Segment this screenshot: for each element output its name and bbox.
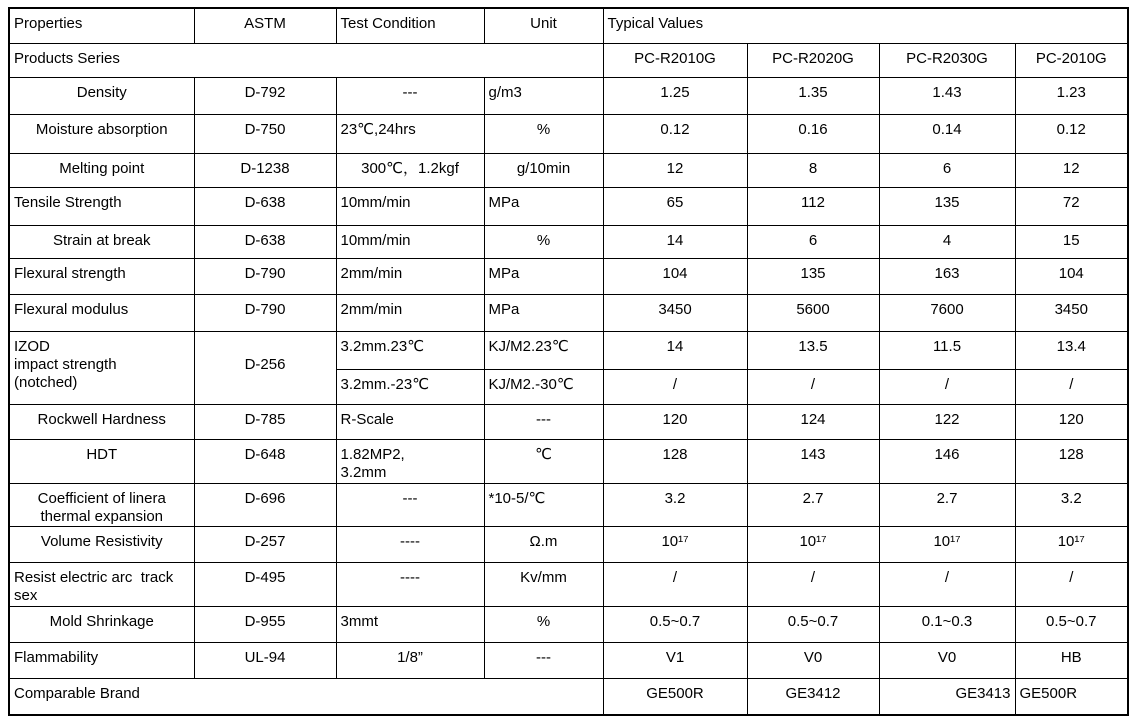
- mold-shrinkage-condition: 3mmt: [336, 606, 484, 642]
- mold-shrinkage-property: Mold Shrinkage: [9, 606, 194, 642]
- row-melting: [9, 153, 1128, 187]
- flex-strength-v4: 104: [1015, 258, 1128, 294]
- melting-astm: D-1238: [194, 153, 336, 187]
- row-mold-shrinkage: [9, 606, 1128, 642]
- clte-astm: D-696: [194, 483, 336, 526]
- volume-res-v1: 10¹⁷: [603, 526, 747, 562]
- izod-sub2-v3: /: [879, 369, 1015, 404]
- strain-v1: 14: [603, 225, 747, 258]
- tensile-v2: 112: [747, 187, 879, 225]
- flex-modulus-astm: D-790: [194, 294, 336, 331]
- row-strain: [9, 225, 1128, 258]
- tensile-v3: 135: [879, 187, 1015, 225]
- melting-v4: 12: [1015, 153, 1128, 187]
- header-row: [9, 8, 1128, 43]
- flammability-v1: V1: [603, 642, 747, 678]
- hdt-v2: 143: [747, 439, 879, 483]
- melting-condition: 300℃，1.2kgf: [336, 153, 484, 187]
- row-flammability: [9, 642, 1128, 678]
- row-rockwell: [9, 404, 1128, 439]
- hdt-property: HDT: [9, 439, 194, 483]
- hdt-condition: [336, 439, 484, 483]
- flex-modulus-property: Flexural modulus: [9, 294, 194, 331]
- products-series-label: Products Series: [9, 43, 603, 77]
- melting-v3: 6: [879, 153, 1015, 187]
- clte-v1: 3.2: [603, 483, 747, 526]
- products-series-row: [9, 43, 1128, 77]
- arc-resist-unit: Kv/mm: [484, 562, 603, 606]
- clte-v2: 2.7: [747, 483, 879, 526]
- flammability-v3: V0: [879, 642, 1015, 678]
- volume-res-v4: 10¹⁷: [1015, 526, 1128, 562]
- melting-v2: 8: [747, 153, 879, 187]
- row-flex-modulus: [9, 294, 1128, 331]
- flex-strength-v1: 104: [603, 258, 747, 294]
- hdt-v3: 146: [879, 439, 1015, 483]
- flex-modulus-v2: 5600: [747, 294, 879, 331]
- izod-sub1-unit: KJ/M2.23℃: [484, 331, 603, 369]
- density-property: Density: [9, 77, 194, 114]
- izod-sub1-v4: 13.4: [1015, 331, 1128, 369]
- arc-resist-v3: /: [879, 562, 1015, 606]
- arc-resist-v2: /: [747, 562, 879, 606]
- row-arc-resist: [9, 562, 1128, 606]
- izod-sub1-v2: 13.5: [747, 331, 879, 369]
- mold-shrinkage-unit: %: [484, 606, 603, 642]
- comparable-brand-label: Comparable Brand: [9, 678, 603, 715]
- flammability-v4: HB: [1015, 642, 1128, 678]
- strain-condition: 10mm/min: [336, 225, 484, 258]
- rockwell-v1: 120: [603, 404, 747, 439]
- clte-unit: *10-5/℃: [484, 483, 603, 526]
- product-pc-r2020g: PC-R2020G: [747, 43, 879, 77]
- izod-sub2-v4: /: [1015, 369, 1128, 404]
- arc-resist-property: [9, 562, 194, 606]
- flex-strength-v3: 163: [879, 258, 1015, 294]
- moisture-v4: 0.12: [1015, 114, 1128, 153]
- clte-v3: 2.7: [879, 483, 1015, 526]
- izod-sub1-condition: 3.2mm.23℃: [336, 331, 484, 369]
- row-clte: [9, 483, 1128, 526]
- hdt-v4: 128: [1015, 439, 1128, 483]
- strain-unit: %: [484, 225, 603, 258]
- mold-shrinkage-astm: D-955: [194, 606, 336, 642]
- izod-property-line2: impact strength: [14, 355, 117, 373]
- flammability-v2: V0: [747, 642, 879, 678]
- mold-shrinkage-v1: 0.5~0.7: [603, 606, 747, 642]
- arc-resist-condition: ----: [336, 562, 484, 606]
- density-v1: 1.25: [603, 77, 747, 114]
- izod-property-line3: (notched): [14, 373, 78, 391]
- row-hdt: [9, 439, 1128, 483]
- flammability-condition: 1/8”: [336, 642, 484, 678]
- volume-res-astm: D-257: [194, 526, 336, 562]
- melting-unit: g/10min: [484, 153, 603, 187]
- density-astm: D-792: [194, 77, 336, 114]
- density-condition: ---: [336, 77, 484, 114]
- flex-modulus-unit: MPa: [484, 294, 603, 331]
- flex-modulus-v1: 3450: [603, 294, 747, 331]
- mold-shrinkage-v3: 0.1~0.3: [879, 606, 1015, 642]
- density-v3: 1.43: [879, 77, 1015, 114]
- comparable-brand-v1: GE500R: [603, 678, 747, 715]
- volume-res-property: Volume Resistivity: [9, 526, 194, 562]
- row-izod-1: [9, 331, 1128, 369]
- comparable-brand-v4: GE500R: [1015, 678, 1128, 715]
- moisture-astm: D-750: [194, 114, 336, 153]
- moisture-v3: 0.14: [879, 114, 1015, 153]
- arc-resist-v4: /: [1015, 562, 1128, 606]
- arc-resist-property-line2: sex: [14, 586, 38, 604]
- hdt-v1: 128: [603, 439, 747, 483]
- izod-sub1-v1: 14: [603, 331, 747, 369]
- mold-shrinkage-v2: 0.5~0.7: [747, 606, 879, 642]
- rockwell-v3: 122: [879, 404, 1015, 439]
- clte-v4: 3.2: [1015, 483, 1128, 526]
- flex-strength-property: Flexural strength: [9, 258, 194, 294]
- rockwell-v2: 124: [747, 404, 879, 439]
- flammability-astm: UL-94: [194, 642, 336, 678]
- hdt-unit: ℃: [484, 439, 603, 483]
- strain-v4: 15: [1015, 225, 1128, 258]
- clte-property-line1: Coefficient of linera: [37, 489, 166, 507]
- strain-property: Strain at break: [9, 225, 194, 258]
- flex-modulus-condition: 2mm/min: [336, 294, 484, 331]
- header-typical-values: Typical Values: [603, 8, 1128, 43]
- izod-sub1-v3: 11.5: [879, 331, 1015, 369]
- flex-modulus-v3: 7600: [879, 294, 1015, 331]
- mold-shrinkage-v4: 0.5~0.7: [1015, 606, 1128, 642]
- hdt-astm: D-648: [194, 439, 336, 483]
- volume-res-v2: 10¹⁷: [747, 526, 879, 562]
- flex-strength-condition: 2mm/min: [336, 258, 484, 294]
- flammability-property: Flammability: [9, 642, 194, 678]
- moisture-v2: 0.16: [747, 114, 879, 153]
- density-v4: 1.23: [1015, 77, 1128, 114]
- tensile-astm: D-638: [194, 187, 336, 225]
- flex-strength-astm: D-790: [194, 258, 336, 294]
- izod-property: [9, 331, 194, 404]
- density-unit: g/m3: [484, 77, 603, 114]
- rockwell-condition: R-Scale: [336, 404, 484, 439]
- izod-sub2-condition: 3.2mm.-23℃: [336, 369, 484, 404]
- row-tensile: [9, 187, 1128, 225]
- izod-sub2-v1: /: [603, 369, 747, 404]
- izod-astm: D-256: [194, 331, 336, 404]
- header-astm: ASTM: [194, 8, 336, 43]
- strain-v2: 6: [747, 225, 879, 258]
- moisture-v1: 0.12: [603, 114, 747, 153]
- moisture-unit: %: [484, 114, 603, 153]
- flammability-unit: ---: [484, 642, 603, 678]
- rockwell-property: Rockwell Hardness: [9, 404, 194, 439]
- flex-strength-v2: 135: [747, 258, 879, 294]
- row-flex-strength: [9, 258, 1128, 294]
- row-volume-resistivity: [9, 526, 1128, 562]
- tensile-condition: 10mm/min: [336, 187, 484, 225]
- row-comparable-brand: [9, 678, 1128, 715]
- product-pc-2010g: PC-2010G: [1015, 43, 1128, 77]
- izod-sub2-v2: /: [747, 369, 879, 404]
- row-density: [9, 77, 1128, 114]
- izod-sub2-unit: KJ/M2.-30℃: [484, 369, 603, 404]
- density-v2: 1.35: [747, 77, 879, 114]
- row-moisture: [9, 114, 1128, 153]
- tensile-v4: 72: [1015, 187, 1128, 225]
- comparable-brand-v2: GE3412: [747, 678, 879, 715]
- clte-property-line2: thermal expansion: [40, 507, 164, 525]
- tensile-v1: 65: [603, 187, 747, 225]
- izod-property-line1: IZOD: [14, 337, 50, 355]
- tensile-property: Tensile Strength: [9, 187, 194, 225]
- flex-modulus-v4: 3450: [1015, 294, 1128, 331]
- arc-resist-property-line1: Resist electric arc track: [14, 568, 174, 586]
- clte-condition: ---: [336, 483, 484, 526]
- tensile-unit: MPa: [484, 187, 603, 225]
- strain-v3: 4: [879, 225, 1015, 258]
- volume-res-condition: ----: [336, 526, 484, 562]
- arc-resist-astm: D-495: [194, 562, 336, 606]
- hdt-condition-line2: 3.2mm: [340, 463, 387, 481]
- arc-resist-v1: /: [603, 562, 747, 606]
- header-properties: Properties: [9, 8, 194, 43]
- volume-res-v3: 10¹⁷: [879, 526, 1015, 562]
- material-properties-table: [8, 7, 1129, 716]
- melting-v1: 12: [603, 153, 747, 187]
- rockwell-unit: ---: [484, 404, 603, 439]
- rockwell-astm: D-785: [194, 404, 336, 439]
- clte-property: [9, 483, 194, 526]
- volume-res-unit: Ω.m: [484, 526, 603, 562]
- product-pc-r2010g: PC-R2010G: [603, 43, 747, 77]
- rockwell-v4: 120: [1015, 404, 1128, 439]
- header-unit: Unit: [484, 8, 603, 43]
- flex-strength-unit: MPa: [484, 258, 603, 294]
- product-pc-r2030g: PC-R2030G: [879, 43, 1015, 77]
- hdt-condition-line1: 1.82MP2,: [340, 445, 405, 463]
- moisture-property: Moisture absorption: [9, 114, 194, 153]
- strain-astm: D-638: [194, 225, 336, 258]
- comparable-brand-v3: GE3413: [879, 678, 1015, 715]
- header-test-condition: Test Condition: [336, 8, 484, 43]
- moisture-condition: 23℃,24hrs: [336, 114, 484, 153]
- melting-property: Melting point: [9, 153, 194, 187]
